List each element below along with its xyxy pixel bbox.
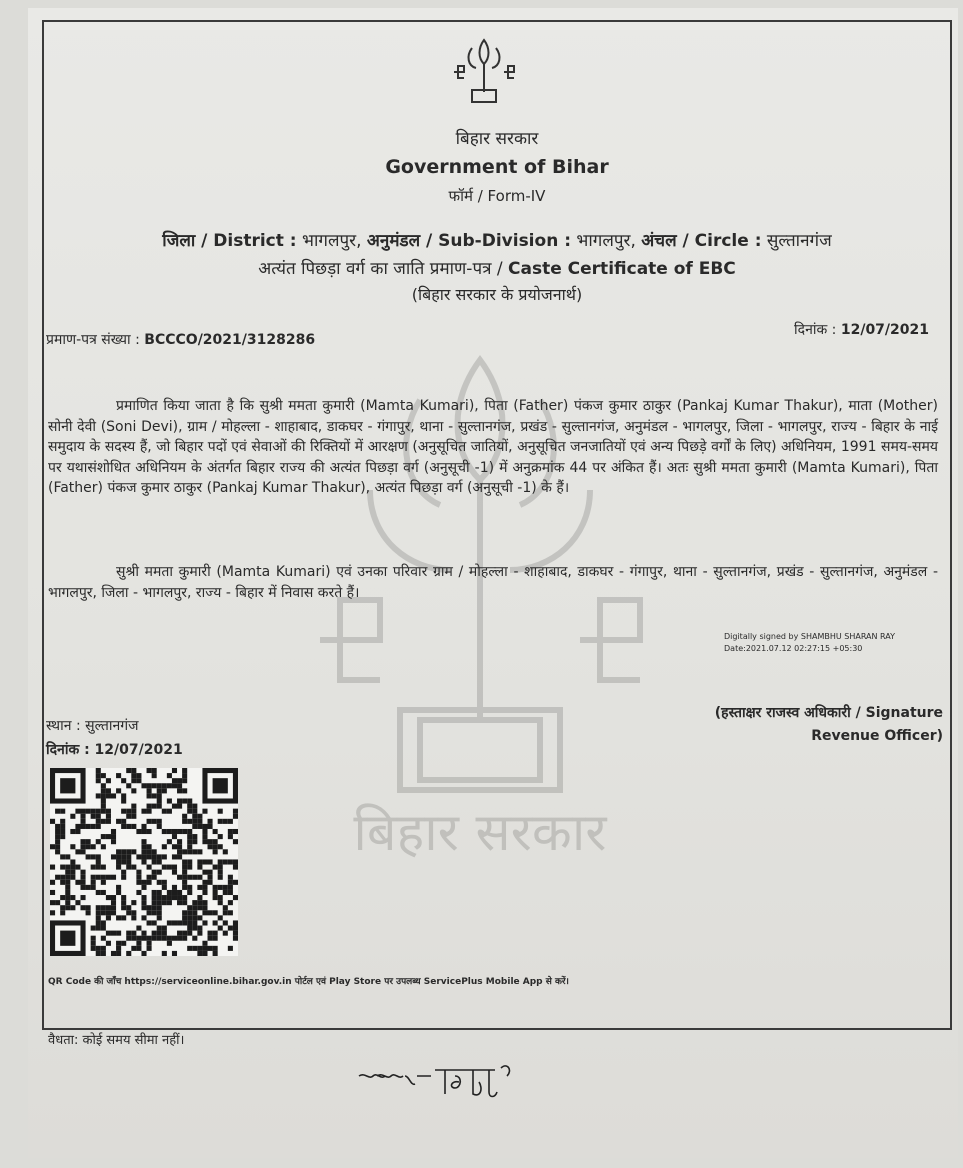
signatory-line-1: (हस्ताक्षर राजस्व अधिकारी / Signature <box>714 705 943 721</box>
residence-paragraph: सुश्री ममता कुमारी (Mamta Kumari) एवं उनका परिवार ग्राम / मोहल्ला - शाहाबाद, डाकघर - गंगापुर, थाना - सुल्तानगंज, प्रखंड - सुल्तानगंज, अनुमंडल - भागलपुर, जिला - भागलपुर, राज्य - बिहार में निवास करते हैं। <box>48 564 938 601</box>
certificate-date-value: 12/07/2021 <box>840 322 929 338</box>
subdivision-value: भागलपुर, <box>576 231 636 251</box>
title-hindi: अत्यंत पिछड़ा वर्ग का जाति प्रमाण-पत्र / <box>258 259 503 279</box>
district-label: जिला / District : <box>162 231 297 251</box>
issue-date: दिनांक : 12/07/2021 <box>46 742 183 758</box>
validity-note: वैधता: कोई समय सीमा नहीं। <box>48 1033 185 1048</box>
digital-signature-block <box>724 631 895 655</box>
certificate-date-label: दिनांक : <box>794 322 837 338</box>
digital-signature-signer: Digitally signed by SHAMBHU SHARAN RAY <box>724 632 896 641</box>
certification-paragraph: प्रमाणित किया जाता है कि सुश्री ममता कुमारी (Mamta Kumari), पिता (Father) पंकज कुमार ठाकुर (Pankaj Kumar Thakur), माता (Mother) सोनी देवी (Soni Devi), ग्राम / मोहल्ला - शाहाबाद, डाकघर - गंगापुर, थाना - सुल्तानगंज, प्रखंड - सुल्तानगंज, अनुमंडल - भागलपुर, जिला - भागलपुर, राज्य - बिहार के नाई समुदाय के सदस्य हैं, जो बिहार पदों एवं सेवाओं की रिक्तियों में आरक्षण (अनुसूचित जातियों, अनुसूचित जनजातियों एवं अन्य पिछड़े वर्गों के लिए) अधिनियम, 1991 समय-समय पर यथासंशोधित अधिनियम के अंतर्गत बिहार राज्य की अत्यंत पिछड़ा वर्ग (अनुसूची -1) में अनुक्रमांक 44 पर अंकित हैं। अतः सुश्री ममता कुमारी (Mamta Kumari), पिता (Father) पंकज कुमार ठाकुर (Pankaj Kumar Thakur), अत्यंत पिछड़ा वर्ग (अनुसूची -1) के हैं। <box>48 398 938 496</box>
qr-verification-note: QR Code की जाँच https://serviceonline.bihar.gov.in पोर्टल एवं Play Store पर उपलब्ध ServicePlus Mobile App से करें। <box>48 977 569 987</box>
place: स्थान : सुल्तानगंज <box>46 718 139 734</box>
certificate-number-label: प्रमाण-पत्र संख्या : <box>46 332 140 348</box>
circle-value: सुल्तानगंज <box>766 231 832 251</box>
bihar-emblem-logo <box>446 36 522 108</box>
signatory-line-2: Revenue Officer) <box>811 728 943 744</box>
handwritten-signature <box>355 1058 525 1102</box>
district-value: भागलपुर, <box>302 231 362 251</box>
place-date-block <box>46 714 183 762</box>
signatory-block <box>715 702 943 748</box>
location-line <box>42 228 952 251</box>
certificate-number <box>46 330 315 349</box>
govt-name-english: Government of Bihar <box>385 156 609 178</box>
circle-label: अंचल / Circle : <box>641 231 762 251</box>
subdivision-label: अनुमंडल / Sub-Division : <box>366 231 572 251</box>
digital-signature-date: Date:2021.07.12 02:27:15 +05:30 <box>724 644 863 653</box>
certificate-date <box>794 320 929 339</box>
certificate-purpose: (बिहार सरकार के प्रयोजनार्थ) <box>411 285 583 304</box>
certificate-title <box>42 256 952 279</box>
govt-name-hindi: बिहार सरकार <box>455 129 539 149</box>
title-english: Caste Certificate of EBC <box>508 259 736 279</box>
qr-code[interactable] <box>50 768 238 956</box>
certificate-number-value: BCCCO/2021/3128286 <box>144 332 316 348</box>
form-number: फॉर्म / Form-IV <box>448 187 546 205</box>
